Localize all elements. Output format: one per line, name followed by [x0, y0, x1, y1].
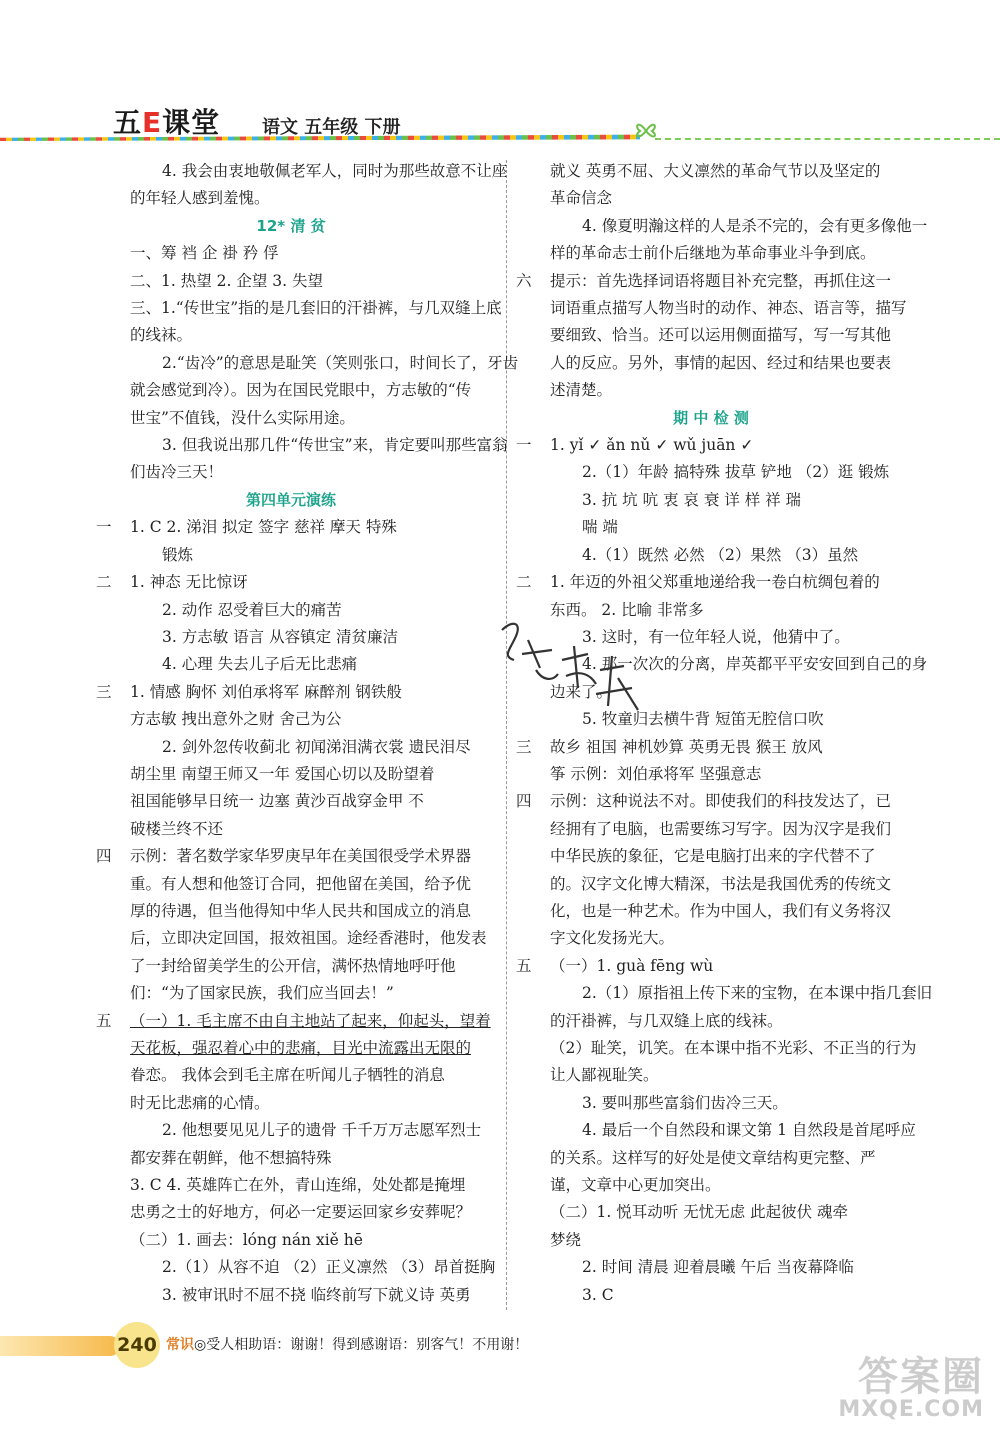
answer-text: 三、1.“传世宝”指的是几套旧的汗褂裤，与几双缝上底 [130, 299, 502, 318]
answer-text: 都安葬在朝鲜，他不想搞特殊 [130, 1148, 332, 1167]
answer-line [96, 569, 486, 596]
answer-text: 筝 示例：刘伯承将军 坚强意志 [550, 764, 762, 783]
answer-text: （二）1. 悦耳动听 无忧无虑 此起彼伏 魂牵 [550, 1203, 848, 1222]
answer-line [96, 597, 486, 624]
answer-line [516, 295, 906, 322]
answer-line [96, 350, 519, 377]
answer-text: 们齿冷三天！ [130, 463, 224, 482]
answer-line [516, 953, 906, 980]
column-divider [506, 160, 507, 1310]
answer-line [96, 213, 486, 240]
answer-text: 1. 神态 无比惊讶 [130, 573, 248, 592]
answer-text: 方志敏 拽出意外之财 舍己为公 [130, 710, 342, 729]
answer-line [96, 1062, 486, 1089]
answer-text: 3. 抗 坑 吭 衷 哀 衰 详 样 祥 瑞 [582, 490, 802, 509]
answer-text: 化，也是一种艺术。作为中国人，我们有义务将汉 [550, 901, 892, 920]
answer-text: 让人鄙视耻笑。 [550, 1066, 659, 1085]
answer-text: 时无比悲痛的心情。 [130, 1093, 270, 1112]
answer-text: 3. C 4. 英雄阵亡在外，青山连绵，处处都是掩埋 [130, 1176, 466, 1195]
answer-text: 要细致、恰当。还可以运用侧面描写，写一写其他 [550, 326, 892, 345]
answer-line [516, 268, 906, 295]
answer-text: 了一封给留美学生的公开信，满怀热情地呼吁他 [130, 956, 456, 975]
answer-text: （一）1. 毛主席不由自主地站了起来，仰起头，望着 [130, 1011, 491, 1030]
answer-line [516, 1227, 906, 1254]
answer-text: 天花板，强忍着心中的悲痛，目光中流露出无限的 [130, 1039, 472, 1057]
answer-line [516, 240, 906, 267]
answer-line [516, 1254, 906, 1281]
answer-text: 2. 动作 忍受着巨大的痛苦 [162, 600, 342, 619]
answer-text: 故乡 祖国 神机妙算 英勇无畏 猴王 放风 [550, 737, 823, 756]
answer-line [516, 1062, 906, 1089]
answer-line [516, 734, 906, 761]
answer-line [96, 1035, 486, 1062]
answer-text: 示例：著名数学家华罗庚早年在美国很受学术界器 [130, 847, 472, 866]
answer-line [96, 405, 486, 432]
answer-line [516, 1145, 906, 1172]
answer-line [516, 843, 906, 870]
answer-line [516, 816, 906, 843]
answer-line [96, 1227, 486, 1254]
answer-line [96, 788, 486, 815]
answer-text: 的线袜。 [130, 326, 193, 345]
answer-line [96, 158, 508, 185]
section-marker: 四 [516, 792, 532, 811]
answer-text: 锻炼 [162, 545, 194, 564]
answer-text: 2.（1）年龄 搞特殊 拔草 铲地 （2）逛 锻炼 [582, 463, 890, 482]
answer-line [516, 185, 906, 212]
answer-line [96, 1145, 486, 1172]
answer-text: 4.（1）既然 必然 （2）果然 （3）虽然 [582, 545, 859, 564]
left-column [96, 158, 519, 1309]
answer-line [96, 624, 486, 651]
answer-line [516, 1172, 906, 1199]
answer-text: 就义 英勇不屈、大义凛然的革命气节以及坚定的 [550, 162, 881, 180]
section-marker: 一 [516, 436, 532, 455]
section-marker: 二 [96, 573, 112, 592]
answer-line [96, 295, 502, 322]
answer-text: 革命信念 [550, 189, 613, 208]
answer-text: 胡尘里 南望王师又一年 爱国心切以及盼望着 [130, 764, 435, 783]
answer-text: 4. 那一次次的分离，岸英都平平安安回到自己的身 [582, 655, 928, 674]
answer-line [516, 459, 906, 486]
answer-text: 人的反应。另外，事情的起因、经过和结果也要表 [550, 353, 892, 372]
answer-line [516, 1282, 906, 1309]
answer-line [516, 158, 906, 185]
watermark-logo: 答案圈 [858, 1354, 984, 1400]
answer-line [516, 898, 906, 925]
answer-line [96, 706, 486, 733]
section-marker: 三 [516, 737, 532, 756]
answer-text: （2）耻笑，讥笑。在本课中指不光彩、不正当的行为 [550, 1039, 917, 1057]
answer-text: 2. 他想要见见儿子的遗骨 千千万万志愿军烈士 [162, 1121, 482, 1140]
answer-text: 3. 方志敏 语言 从容镇定 清贫廉洁 [162, 627, 398, 646]
answer-line [96, 459, 486, 486]
answer-text: 二、1. 热望 2. 企望 3. 失望 [130, 271, 324, 290]
page-header [0, 95, 1000, 155]
answer-line [516, 761, 906, 788]
section-marker: 六 [516, 271, 532, 290]
answer-line [96, 185, 486, 212]
answer-line [516, 1035, 917, 1062]
answer-text: 2. 时间 清晨 迎着晨曦 午后 当夜幕降临 [582, 1258, 854, 1277]
answer-text: 3. C [582, 1285, 614, 1304]
answer-text: 2. 剑外忽传收蓟北 初闻涕泪满衣裳 遗民泪尽 [162, 737, 471, 756]
answer-line [96, 925, 486, 952]
right-column [516, 158, 933, 1309]
answer-text: 4. 我会由衷地敬佩老军人，同时为那些故意不让座 [162, 162, 508, 180]
answer-line [96, 898, 486, 925]
answer-text: 5. 牧童归去横牛背 短笛无腔信口吹 [582, 710, 824, 729]
header-dashline [655, 138, 1000, 140]
watermark [760, 1345, 990, 1430]
handwritten-signature [492, 610, 652, 720]
answer-text: 2.“齿冷”的意思是耻笑（笑则张口，时间长了，牙齿 [162, 353, 519, 372]
answer-text: 一、筹 裆 企 褂 矜 俘 [130, 244, 279, 263]
answer-line [516, 542, 906, 569]
subject-title: 语文 五年级 下册 [262, 117, 401, 138]
section-marker: 二 [516, 573, 532, 592]
answer-line [96, 761, 486, 788]
answer-text: 的关系。这样写的好处是使文章结构更完整、严 [550, 1148, 876, 1167]
answer-line [516, 1117, 916, 1144]
answer-text: 4. 最后一个自然段和课文第 1 自然段是首尾呼应 [582, 1121, 916, 1140]
answer-line [516, 1008, 906, 1035]
answer-text: 的汗褂裤，与几双缝上底的线袜。 [550, 1011, 783, 1030]
answer-text: 2.（1）原指祖上传下来的宝物，在本课中指几套旧 [582, 984, 933, 1003]
answer-text: 1. yǐ ✓ ǎn nǔ ✓ wǔ juān ✓ [550, 436, 754, 455]
answer-line [96, 377, 486, 404]
answer-text: 厚的待遇，但当他得知中华人民共和国成立的消息 [130, 901, 472, 920]
answer-text: 的年轻人感到羞愧。 [130, 189, 270, 208]
section-marker: 一 [96, 518, 112, 537]
answer-text: 示例：这种说法不对。即使我们的科技发达了，已 [550, 792, 892, 811]
answer-text: 喘 端 [582, 518, 618, 537]
answer-line [96, 1090, 486, 1117]
answer-line [516, 569, 906, 596]
answer-text: 中华民族的象征，它是电脑打出来的字代替不了 [550, 847, 876, 866]
answer-line [96, 240, 486, 267]
answer-line [96, 1172, 486, 1199]
answer-text: 忠勇之士的好地方，何必一定要运回家乡安葬呢？ [130, 1203, 472, 1222]
answer-text: 字文化发扬光大。 [550, 929, 675, 948]
answer-line [516, 213, 928, 240]
footer-bar [0, 1336, 120, 1356]
answer-text: 们：“为了国家民族，我们应当回去！” [130, 984, 394, 1003]
answer-line [96, 651, 486, 678]
answer-line [96, 1199, 486, 1226]
answer-line [516, 1090, 906, 1117]
answer-text: 1. 年迈的外祖父郑重地递给我一卷白杭绸包着的 [550, 573, 880, 592]
answer-line [96, 487, 486, 514]
answer-line [96, 514, 486, 541]
answer-text: 眷恋。 我体会到毛主席在听闻儿子牺牲的消息 [130, 1066, 445, 1085]
answer-line [516, 871, 906, 898]
answer-line [516, 432, 906, 459]
answer-line [516, 514, 906, 541]
answer-line [96, 953, 486, 980]
answer-text: 破楼兰终不还 [130, 819, 224, 838]
answer-text: 4. 心理 失去儿子后无比悲痛 [162, 655, 358, 674]
answer-line [96, 816, 486, 843]
answer-text: 12* 清 贫 [256, 216, 326, 235]
tip-label: 常识 [166, 1337, 194, 1353]
answer-line [96, 734, 486, 761]
answer-text: 祖国能够早日统一 边塞 黄沙百战穿金甲 不 [130, 792, 424, 811]
answer-text: 经拥有了电脑，也需要练习写字。因为汉字是我们 [550, 819, 892, 838]
watermark-url: MXQE.COM [838, 1397, 984, 1422]
answer-line [96, 268, 486, 295]
answer-line [516, 487, 906, 514]
answer-text: 4. 像夏明瀚这样的人是杀不完的，会有更多像他一 [582, 216, 928, 235]
answer-line [96, 542, 486, 569]
answer-text: 词语重点描写人物当时的动作、神态、语言等，描写 [550, 299, 907, 318]
answer-text: 的。汉字文化博大精深，书法是我国优秀的传统文 [550, 874, 892, 893]
section-marker: 五 [516, 956, 532, 975]
answer-text: 重。有人想和他签订合同，把他留在美国，给予优 [130, 874, 472, 893]
answer-line [96, 679, 486, 706]
answer-text: 梦绕 [550, 1230, 582, 1249]
answer-line [96, 871, 486, 898]
answer-text: 边来了。 [550, 682, 613, 701]
answer-line [516, 322, 906, 349]
answer-text: 东西。 2. 比喻 非常多 [550, 600, 704, 619]
footer-tip [166, 1334, 528, 1354]
answer-line [516, 925, 906, 952]
answer-text: 3. 但我说出那几件“传世宝”来，肯定要叫那些富翁 [162, 436, 508, 455]
section-marker: 三 [96, 682, 112, 701]
answer-text: 3. 被审讯时不屈不挠 临终前写下就义诗 英勇 [162, 1285, 471, 1304]
tip-dot-icon: ◎ [194, 1337, 207, 1353]
section-marker: 四 [96, 847, 112, 866]
answer-text: 样的革命志士前仆后继地为革命事业斗争到底。 [550, 244, 876, 263]
answer-text: 世宝”不值钱，没什么实际用途。 [130, 408, 355, 427]
answer-line [96, 843, 486, 870]
answer-line [96, 1117, 486, 1144]
page-number: 240 [114, 1322, 160, 1368]
answer-text: 1. C 2. 涕泪 拟定 签字 慈祥 摩天 特殊 [130, 518, 397, 537]
answer-line [516, 788, 906, 815]
answer-line [516, 350, 906, 377]
answer-text: 后，立即决定回国，报效祖国。途经香港时，他发表 [130, 929, 487, 948]
answer-text: 第四单元演练 [245, 490, 336, 509]
answer-line [96, 432, 508, 459]
answer-line [96, 1254, 496, 1281]
answer-line [516, 377, 906, 404]
answer-line [96, 1008, 491, 1035]
answer-text: 期 中 检 测 [673, 408, 749, 427]
answer-text: 提示：首先选择词语将题目补充完整，再抓住这一 [550, 271, 892, 290]
answer-line [96, 1282, 486, 1309]
answer-text: 就会感觉到冷）。因为在国民党眼中，方志敏的“传 [130, 381, 472, 400]
answer-line [516, 980, 933, 1007]
answer-text: （二）1. 画去：lóng nán xiě hē [130, 1230, 363, 1249]
answer-text: 述清楚。 [550, 381, 613, 400]
answer-text: 1. 情感 胸怀 刘伯承将军 麻醉剂 钢铁般 [130, 682, 402, 701]
answer-text: 2.（1）从容不迫 （2）正义凛然 （3）昂首挺胸 [162, 1258, 496, 1277]
tip-text: 受人相助语：谢谢！得到感谢语：别客气！不用谢！ [206, 1337, 529, 1353]
section-marker: 五 [96, 1011, 112, 1030]
answer-line [516, 405, 906, 432]
answer-line [516, 1199, 906, 1226]
answer-text: （一）1. guà fēng wù [550, 956, 714, 975]
book-logo: 五E课堂 [113, 106, 221, 139]
answer-line [96, 980, 486, 1007]
answer-text: 谨，文章中心更加突出。 [550, 1176, 721, 1195]
answer-text: 3. 要叫那些富翁们齿冷三天。 [582, 1093, 788, 1112]
answer-text: 3. 这时，有一位年轻人说，他猜中了。 [582, 627, 850, 646]
answer-line [96, 322, 486, 349]
